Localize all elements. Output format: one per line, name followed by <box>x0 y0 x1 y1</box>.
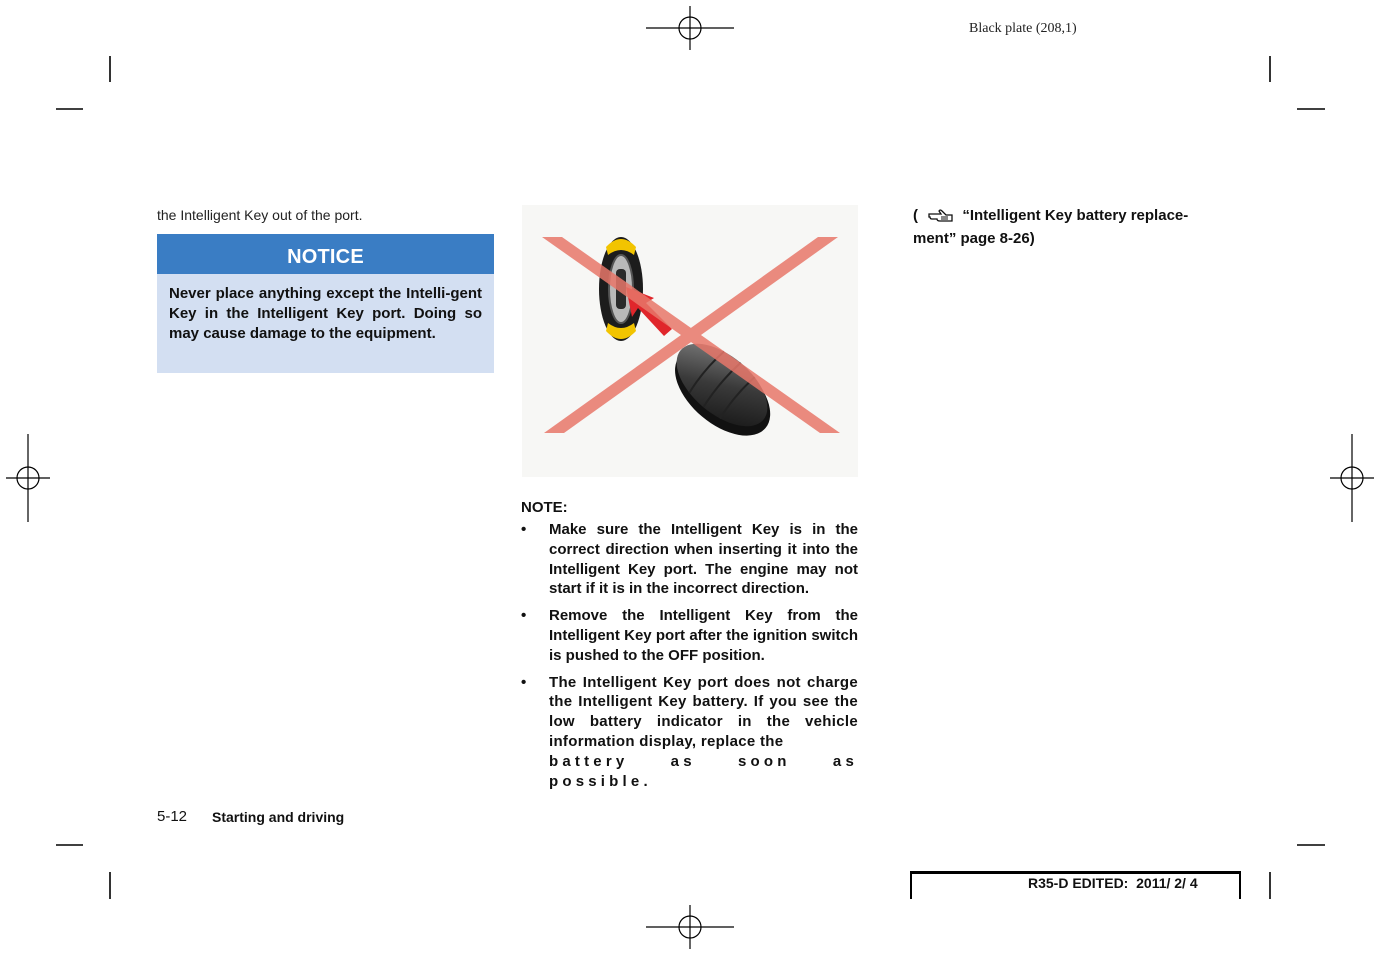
note-bullet-2-text: Remove the Intelligent Key from the Intelligent Key port after the ignition switch is pushed to the OFF position. <box>549 607 858 664</box>
pointing-hand-icon <box>928 207 954 229</box>
note-bullet-1-text: Make sure the Intelligent Key is in the correct direction when inserting it into the Intelligent Key port. The engine may not start if it is in the incorrect direction. <box>549 521 858 598</box>
note-bullet-3-text: The Intelligent Key port does not charge the Intelligent Key battery. If you see the low battery indicator in the vehicle information display, replace the <box>549 673 858 750</box>
notice-box <box>157 234 494 373</box>
ref-open-paren: ( <box>913 207 918 224</box>
note-bullet-1 <box>521 520 858 599</box>
note-bullet-2 <box>521 606 858 665</box>
key-port-illustration <box>522 205 858 477</box>
note-bullet-3-last-line: battery as soon as possible. <box>549 752 858 790</box>
bullet-symbol: • <box>521 521 527 538</box>
edited-stamp: R35-D EDITED: 2011/ 2/ 4 <box>1028 875 1198 891</box>
cross-reference[interactable] <box>913 206 1223 249</box>
page-number: 5-12 <box>157 808 188 825</box>
ref-link-text[interactable]: “Intelligent Key battery replace-ment” page 8-26) <box>913 207 1189 247</box>
notice-title: NOTICE <box>157 234 494 274</box>
intro-text: the Intelligent Key out of the port. <box>157 207 363 223</box>
bullet-symbol: • <box>521 607 527 625</box>
plate-label: Black plate (208,1) <box>969 21 1077 36</box>
note-bullet-list <box>521 520 858 798</box>
notice-body: Never place anything except the Intelli-gent Key in the Intelligent Key port. Doing so may cause damage to the equipment. <box>169 285 482 342</box>
bullet-symbol: • <box>521 673 527 691</box>
note-label: NOTE: <box>521 499 568 516</box>
section-title: Starting and driving <box>212 809 345 825</box>
note-bullet-3 <box>521 673 858 792</box>
